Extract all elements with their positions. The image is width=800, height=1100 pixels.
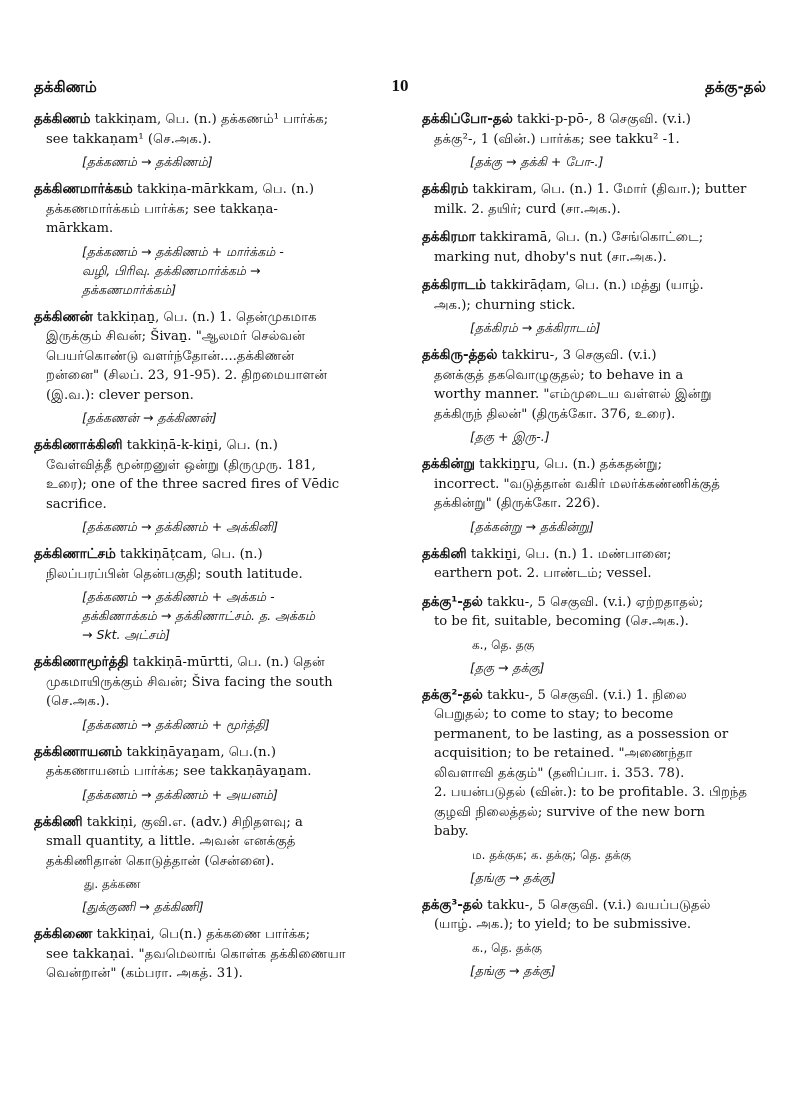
- entry-headline: தக்கு³-தல் takku-, 5 செகுவி. (v.i.) வயப்படுதல்: [422, 896, 711, 913]
- entry-headword: தக்கிரம்: [422, 181, 469, 197]
- entry-definition-line: baby.: [434, 824, 469, 839]
- entry-headword: தக்கிணாயனம்: [34, 743, 123, 760]
- entry-headline: தக்கிணம் takkiṇam, பெ. (n.) தக்கணம்¹ பார்க்க;: [34, 111, 329, 127]
- page-header: [34, 78, 766, 102]
- entry-definition-line: incorrect. "வடுத்தான் வகிர் மலர்க்கண்ணிக்குத்: [434, 476, 720, 492]
- entry-definition-line: வென்றான்" (கம்பரா. அகத். 31).: [46, 966, 243, 981]
- entry-headword: தக்கிரமா: [422, 229, 476, 245]
- entry-definition-line: see takkaṇai. "தவமெலாங் கொள்க தக்கிணையா: [46, 946, 346, 962]
- entry-definition-line: worthy manner. "எம்முடைய வள்ளல் இன்று: [434, 387, 712, 402]
- entry-definition-line: sacrifice.: [46, 496, 107, 512]
- entry-headword: தக்கிணாமூர்த்தி: [34, 654, 129, 670]
- entry-headword: தக்கின்று: [422, 456, 475, 472]
- entry-definition-line: தக்கின்று" (திருக்கோ. 226).: [434, 496, 601, 511]
- entry-etymology: [தக்கணம் → தக்கிணம் + மூர்த்தி]: [82, 716, 270, 732]
- dictionary-entry: [34, 653, 386, 734]
- entry-headword: தக்கிணம்: [34, 111, 91, 127]
- dictionary-entry: [34, 436, 386, 536]
- entry-headline: தக்கிரம் takkiram, பெ. (n.) 1. மோர் (திவா.); butter: [422, 181, 747, 197]
- entry-etymology: [தகு + இரு-.]: [470, 429, 550, 444]
- entry-etymology: [துக்குணி → தக்கிணி]: [82, 899, 204, 914]
- entry-headline: தக்கிணை takkiṇai, பெ(n.) தக்கணை பார்க்க;: [34, 926, 311, 942]
- entry-cognates: க., தெ. தகு: [472, 637, 535, 652]
- dictionary-entry: [34, 110, 386, 171]
- entry-headline: தக்கு¹-தல் takku-, 5 செகுவி. (v.i.) ஏற்றதாதல்;: [422, 593, 704, 610]
- entry-definition-line: small quantity, a little. அவன் எனக்குத்: [46, 834, 296, 849]
- entry-headline: தக்கிணாயனம் takkiṇāyaṉam, பெ.(n.): [34, 743, 276, 760]
- entry-definition-line: (இ.வ.): clever person.: [46, 387, 194, 403]
- dictionary-entry: [422, 686, 774, 887]
- entry-definition-line: தக்கு²-, 1 (வின்.) பார்க்க; see takku² -1.: [434, 131, 680, 147]
- entry-cognates: க., தெ. தக்கு: [472, 940, 542, 955]
- entry-definition-line: லிவளாவி தக்கும்" (தனிப்பா. i. 353. 78).: [434, 765, 685, 781]
- entry-headline: தக்கிரு-த்தல் takkiru-, 3 செகுவி. (v.i.): [422, 347, 657, 363]
- entry-definition-line: permanent, to be lasting, as a possession or: [434, 726, 729, 742]
- entry-headword: தக்கிணன்: [34, 308, 93, 325]
- entry-headline: தக்கினி takkiṉi, பெ. (n.) 1. மண்பானை;: [422, 545, 672, 562]
- entry-etymology: [தக்கிரம் → தக்கிராடம்]: [470, 320, 601, 335]
- entry-headword: தக்கிணாக்கினி: [34, 437, 123, 453]
- dictionary-entry: [422, 346, 774, 446]
- entry-etymology: [தக்கணம் → தக்கிணம் + மார்க்கம் - வழி, பிரிவு. தக்கிணமார்க்கம் → தக்கணமார்க்கம்]: [82, 243, 284, 297]
- entry-headline: தக்கிணமார்க்கம் takkiṇa-mārkkam, பெ. (n.): [34, 181, 314, 197]
- entry-headline: தக்கு²-தல் takku-, 5 செகுவி. (v.i.) 1. நிலை: [422, 686, 687, 703]
- entry-etymology: [தகு → தக்கு]: [470, 659, 545, 675]
- entry-headline: தக்கிராடம் takkirāḍam, பெ. (n.) மத்து (யாழ்.: [422, 277, 704, 293]
- entry-definition-line: earthern pot. 2. பாண்டம்; vessel.: [434, 566, 652, 581]
- entry-definition-line: குழவி நிலைத்தல்; survive of the new born: [434, 804, 705, 820]
- entry-headline: தக்கிணன் takkiṇaṉ, பெ. (n.) 1. தென்முகமாக: [34, 308, 317, 325]
- entry-definition-line: தக்கிருந் திலன்" (திருக்கோ. 376, உரை).: [434, 406, 676, 422]
- entry-headword: தக்கிராடம்: [422, 277, 487, 293]
- entry-definition-line: அக.); churning stick.: [434, 297, 576, 313]
- entry-headline: தக்கிணாமூர்த்தி takkiṇā-mūrtti, பெ. (n.) தென்: [34, 654, 325, 670]
- entry-headline: தக்கிணாக்கினி takkiṇā-k-kiṉi, பெ. (n.): [34, 437, 278, 453]
- dictionary-entry: [422, 228, 774, 267]
- entry-headword: தக்கு²-தல்: [422, 686, 483, 703]
- entry-definition-line: பெறுதல்; to come to stay; to become: [434, 707, 674, 722]
- entry-etymology: [தங்கு → தக்கு]: [470, 869, 556, 885]
- dictionary-entry: [34, 743, 386, 804]
- dictionary-entry: [34, 308, 386, 428]
- entry-headword: தக்கிரு-த்தல்: [422, 347, 498, 363]
- entry-headword: தக்கிணமார்க்கம்: [34, 181, 133, 197]
- dictionary-entry: [422, 276, 774, 337]
- entry-definition-line: தனக்குத் தகவொழுகுதல்; to behave in a: [434, 367, 684, 383]
- entry-definition-line: see takkaṇam¹ (செ.அக.).: [46, 131, 212, 147]
- entry-definition-line: நிலப்பரப்பின் தென்பகுதி; south latitude.: [46, 566, 303, 582]
- entry-headline: தக்கின்று takkiṉṟu, பெ. (n.) தக்கதன்று;: [422, 456, 663, 472]
- dictionary-entry: [422, 896, 774, 980]
- entry-definition-line: (செ.அக.).: [46, 694, 110, 709]
- entry-etymology: [தங்கு → தக்கு]: [470, 962, 556, 978]
- entry-etymology: [தக்கணன் → தக்கிணன்]: [82, 410, 217, 425]
- entry-definition-line: தக்கணாயனம் பார்க்க; see takkaṇāyaṉam.: [46, 764, 312, 779]
- entry-etymology: [தக்கணம் → தக்கிணம் + அக்கினி]: [82, 519, 279, 534]
- entry-definition-line: றன்னை" (சிலப். 23, 91-95). 2. திறமையாளன்: [46, 368, 328, 383]
- entry-etymology: [தக்கணம் → தக்கிணம் + அயனம்]: [82, 786, 278, 802]
- entry-etymology: [தக்கன்று → தக்கின்று]: [470, 518, 594, 534]
- dictionary-entry: [422, 180, 774, 219]
- entry-definition-line: 2. பயன்படுதல் (வின்.): to be profitable. 3. பிறந்த: [434, 785, 748, 800]
- entry-definition-line: முகமாயிருக்கும் சிவன்; Šiva facing the south: [46, 674, 333, 690]
- entry-definition-line: உரை); one of the three sacred fires of Vēdic: [46, 477, 340, 492]
- entry-definition-line: marking nut, dhoby's nut (சா.அக.).: [434, 249, 667, 265]
- entry-definition-line: to be fit, suitable, becoming (செ.அக.).: [434, 614, 689, 629]
- right-column: [422, 110, 774, 989]
- entry-headline: தக்கிப்போ-தல் takki-p-pō-, 8 செகுவி. (v.i.): [422, 111, 691, 127]
- entry-headline: தக்கிணி takkiṇi, குவி.எ. (adv.) சிறிதளவு; a: [34, 813, 303, 830]
- dictionary-entry: [422, 110, 774, 171]
- entry-headword: தக்கு¹-தல்: [422, 593, 483, 610]
- entry-headword: தக்கிணி: [34, 813, 83, 830]
- dictionary-entry: [34, 180, 386, 299]
- entry-definition-line: தக்கணமார்க்கம் பார்க்க; see takkaṇa-: [46, 201, 278, 217]
- entry-definition-line: வேள்வித்தீ மூன்றனுள் ஒன்று (திருமுரு. 181,: [46, 457, 316, 473]
- entry-cognates: ம. தக்குக; க. தக்கு; தெ. தக்கு: [472, 847, 632, 862]
- entry-headword: தக்கிணை: [34, 926, 93, 942]
- entry-cognates: து. தக்கண: [84, 877, 141, 891]
- left-column: [34, 110, 386, 993]
- entry-definition-line: milk. 2. தயிர்; curd (சா.அக.).: [434, 201, 621, 217]
- entry-definition-line: இருக்கும் சிவன்; Šivaṉ. "ஆலமர் செல்வன்: [46, 329, 306, 344]
- dictionary-entry: [34, 545, 386, 644]
- entry-definition-line: acquisition; to be retained. "அணைந்தா: [434, 746, 693, 761]
- entry-headword: தக்கிப்போ-தல்: [422, 111, 513, 127]
- entry-etymology: [தக்கு → தக்கி + போ-.]: [470, 154, 604, 169]
- dictionary-entry: [34, 925, 386, 984]
- page-number: 10: [391, 76, 409, 95]
- entry-headword: தக்கினி: [422, 545, 467, 562]
- entry-definition-line: தக்கிணிதான் கொடுத்தான் (சென்னை).: [46, 853, 275, 869]
- entry-etymology: [தக்கணம் → தக்கிணம் + அக்கம் - தக்கிணாக்கம் → தக்கிணாட்சம். த. அக்கம் → Skt. அட்சம்]: [82, 589, 316, 642]
- entry-headline: தக்கிரமா takkiramā, பெ. (n.) சேங்கொட்டை;: [422, 229, 704, 245]
- dictionary-entry: [422, 593, 774, 677]
- entry-definition-line: (யாழ். அக.); to yield; to be submissive.: [434, 917, 692, 932]
- entry-headword: தக்கு³-தல்: [422, 896, 483, 913]
- entry-definition-line: பெயர்கொண்டு வளர்ந்தோன்....தக்கிணன்: [46, 348, 295, 364]
- header-left-guide-word: தக்கிணம்: [34, 78, 97, 96]
- dictionary-entry: [422, 545, 774, 584]
- entry-headword: தக்கிணாட்சம்: [34, 546, 116, 562]
- entry-headline: தக்கிணாட்சம் takkiṇāṭcam, பெ. (n.): [34, 546, 263, 562]
- dictionary-entry: [422, 455, 774, 536]
- dictionary-entry: [34, 813, 386, 917]
- entry-etymology: [தக்கணம் → தக்கிணம்]: [82, 154, 213, 169]
- entry-definition-line: mārkkam.: [46, 221, 114, 236]
- header-right-guide-word: தக்கு-தல்: [704, 78, 766, 96]
